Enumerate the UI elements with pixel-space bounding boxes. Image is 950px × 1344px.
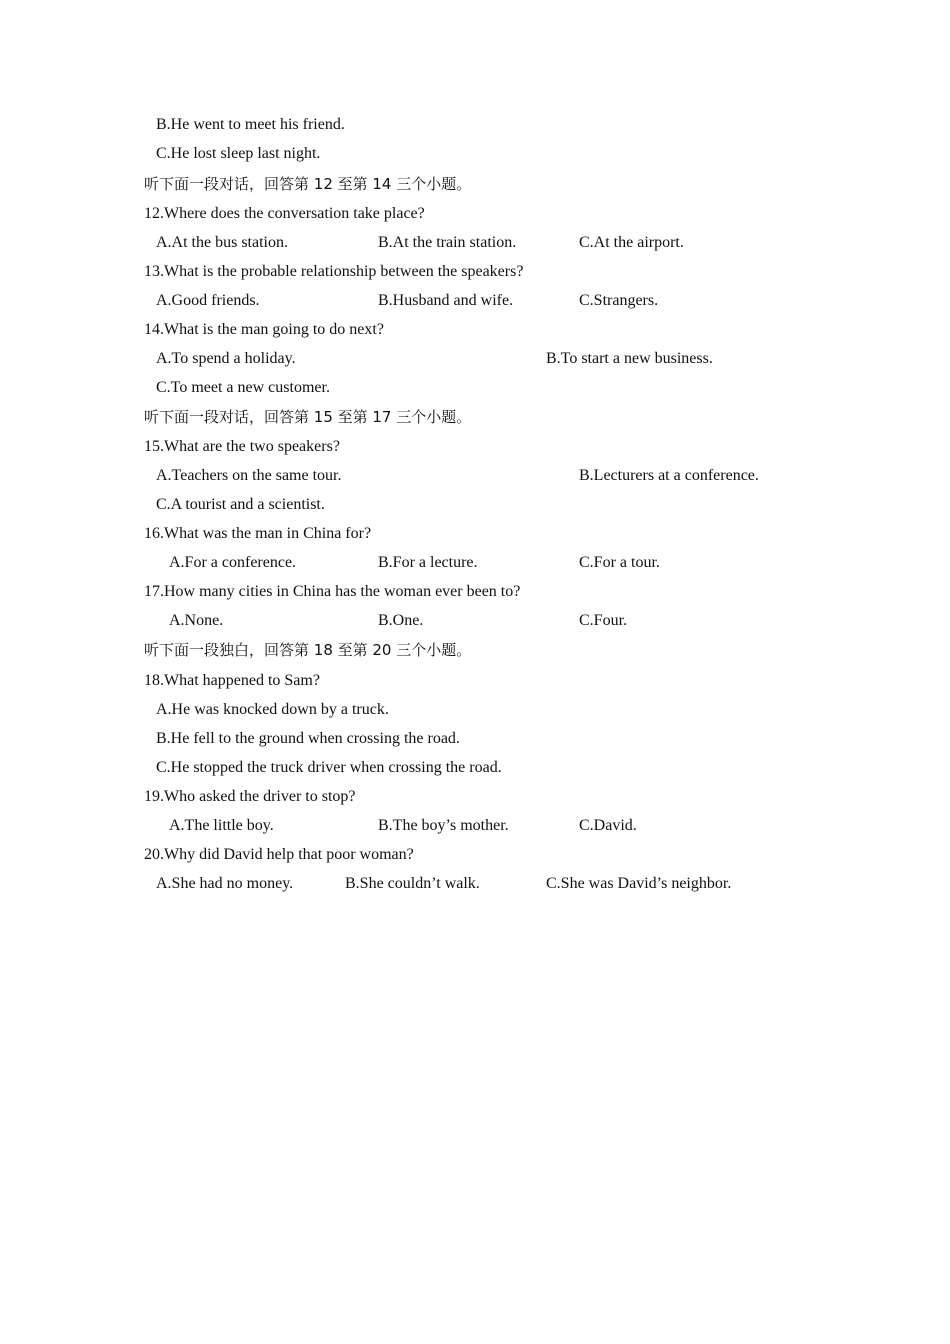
question-12-option-a: A.At the bus station. — [156, 234, 288, 251]
question-16-option-a: A.For a conference. — [169, 554, 297, 571]
question-18: 18.What happened to Sam? — [144, 672, 320, 689]
option-prev-b: B.He went to meet his friend. — [156, 116, 345, 133]
question-17-option-b: B.One. — [378, 612, 424, 629]
question-13: 13.What is the probable relationship between the speakers? — [144, 263, 524, 280]
section-instruction-15-17: 听下面一段对话，回答第 15 至第 17 三个小题。 — [144, 408, 472, 426]
question-19-option-a: A.The little boy. — [169, 817, 274, 834]
question-12: 12.Where does the conversation take place? — [144, 205, 425, 222]
question-19-option-c: C.David. — [579, 817, 637, 834]
question-13-option-b: B.Husband and wife. — [378, 292, 514, 309]
question-19: 19.Who asked the driver to stop? — [144, 788, 356, 805]
question-20-option-c: C.She was David’s neighbor. — [546, 875, 732, 892]
question-20: 20.Why did David help that poor woman? — [144, 846, 414, 863]
question-19-option-b: B.The boy’s mother. — [378, 817, 509, 834]
question-14: 14.What is the man going to do next? — [144, 321, 384, 338]
question-14-option-a: A.To spend a holiday. — [156, 350, 296, 367]
question-15: 15.What are the two speakers? — [144, 438, 340, 455]
question-12-option-c: C.At the airport. — [579, 234, 684, 251]
question-17: 17.How many cities in China has the woman ever been to? — [144, 583, 521, 600]
question-14-option-b: B.To start a new business. — [546, 350, 713, 367]
question-17-option-c: C.Four. — [579, 612, 628, 629]
question-17-option-a: A.None. — [169, 612, 224, 629]
question-16-option-b: B.For a lecture. — [378, 554, 478, 571]
option-prev-c: C.He lost sleep last night. — [156, 145, 321, 162]
section-instruction-12-14: 听下面一段对话，回答第 12 至第 14 三个小题。 — [144, 175, 472, 193]
question-15-option-c: C.A tourist and a scientist. — [156, 496, 325, 513]
question-20-option-b: B.She couldn’t walk. — [345, 875, 480, 892]
question-18-option-c: C.He stopped the truck driver when crossing the road. — [156, 759, 502, 776]
question-16: 16.What was the man in China for? — [144, 525, 372, 542]
question-18-option-a: A.He was knocked down by a truck. — [156, 701, 389, 718]
question-13-option-a: A.Good friends. — [156, 292, 260, 309]
question-16-option-c: C.For a tour. — [579, 554, 660, 571]
question-20-option-a: A.She had no money. — [156, 875, 294, 892]
question-15-option-a: A.Teachers on the same tour. — [156, 467, 342, 484]
question-15-option-b: B.Lecturers at a conference. — [579, 467, 759, 484]
question-12-option-b: B.At the train station. — [378, 234, 517, 251]
question-13-option-c: C.Strangers. — [579, 292, 659, 309]
question-14-option-c: C.To meet a new customer. — [156, 379, 330, 396]
section-instruction-18-20: 听下面一段独白，回答第 18 至第 20 三个小题。 — [144, 641, 472, 659]
question-18-option-b: B.He fell to the ground when crossing the road. — [156, 730, 460, 747]
